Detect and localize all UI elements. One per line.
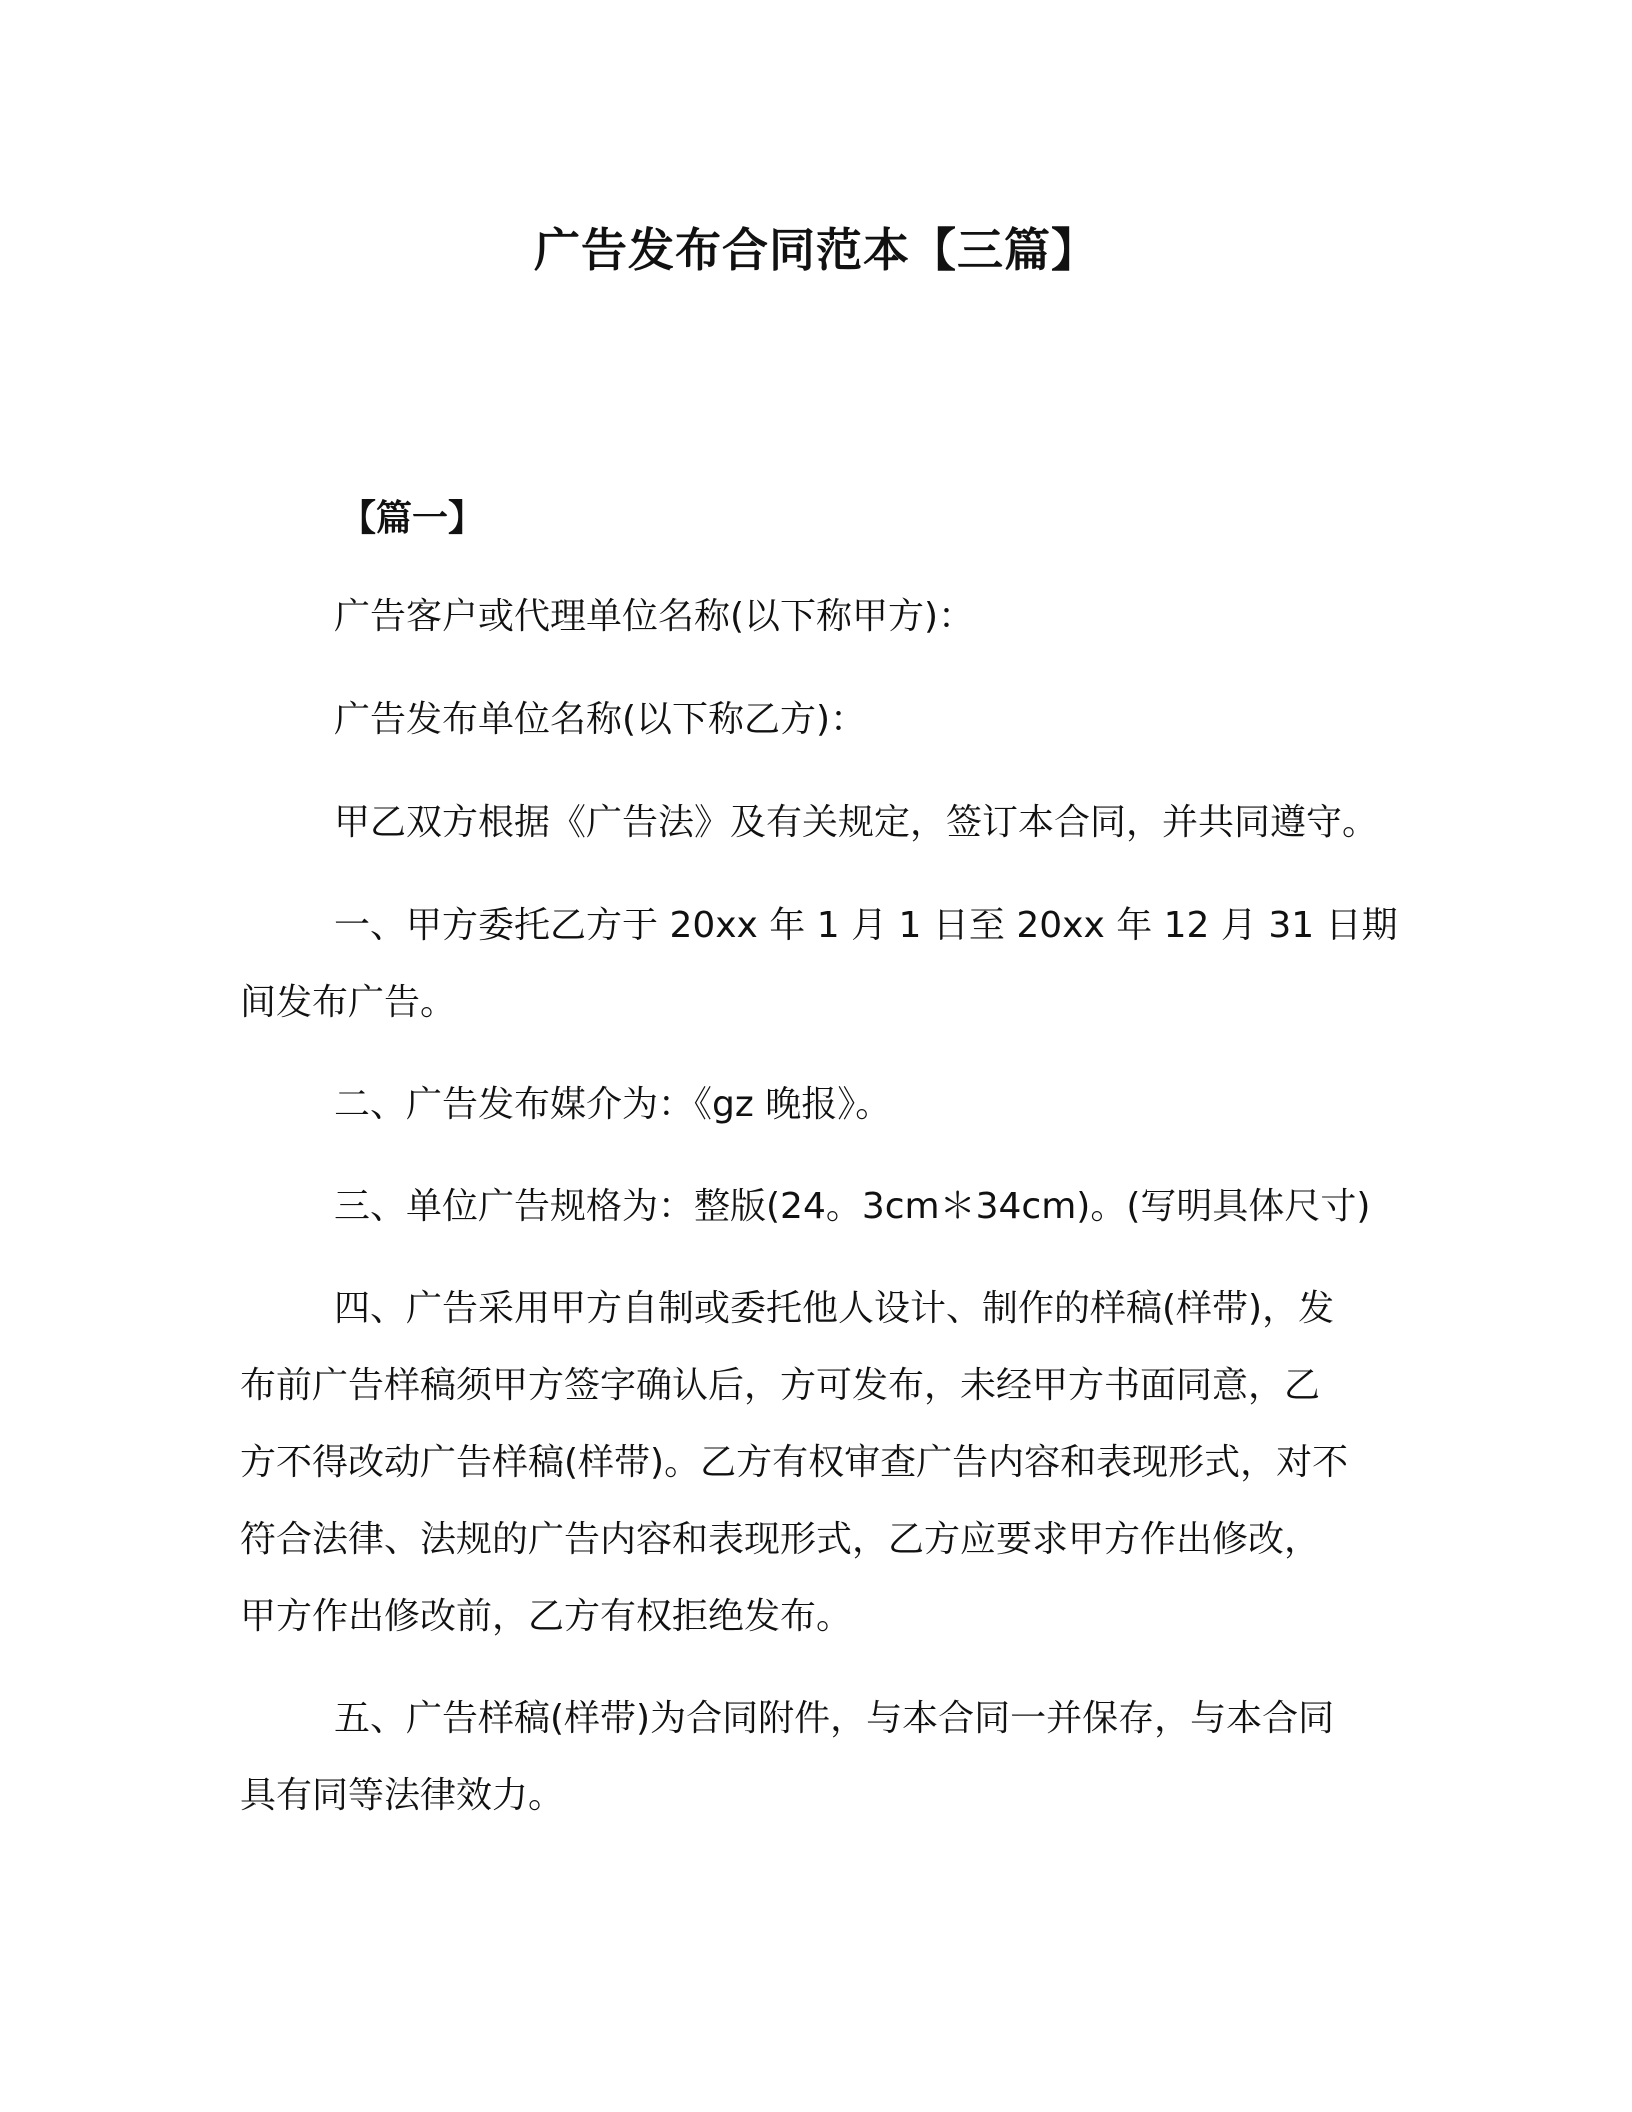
paragraph-clause-3 xyxy=(240,1168,1420,1245)
paragraph-line: 方不得改动广告样稿(样带)。乙方有权审查广告内容和表现形式，对不 xyxy=(240,1442,1349,1483)
paragraph-clause-5 xyxy=(240,1680,1420,1834)
paragraph-line: 广告发布单位名称(以下称乙方)： xyxy=(334,699,867,740)
paragraph-line: 甲乙双方根据《广告法》及有关规定，签订本合同，并共同遵守。 xyxy=(334,802,1379,843)
paragraph-line: 甲方作出修改前，乙方有权拒绝发布。 xyxy=(240,1596,853,1637)
paragraph-line: 符合法律、法规的广告内容和表现形式，乙方应要求甲方作出修改， xyxy=(240,1519,1321,1560)
paragraph-line: 二、广告发布媒介为：《gz 晚报》。 xyxy=(334,1084,892,1125)
paragraph-line: 间发布广告。 xyxy=(240,982,457,1023)
paragraph-line: 布前广告样稿须甲方签字确认后，方可发布，未经甲方书面同意，乙 xyxy=(240,1365,1321,1406)
paragraph-agreement xyxy=(240,784,1420,861)
paragraph-party-a xyxy=(240,578,1420,655)
paragraph-line: 四、广告采用甲方自制或委托他人设计、制作的样稿(样带)，发 xyxy=(334,1288,1335,1329)
paragraph-line: 广告客户或代理单位名称(以下称甲方)： xyxy=(334,596,975,637)
paragraph-clause-2 xyxy=(240,1066,1420,1143)
section-label: 【篇一】 xyxy=(340,498,485,539)
paragraph-clause-4 xyxy=(240,1270,1420,1655)
paragraph-line: 具有同等法律效力。 xyxy=(240,1775,565,1816)
paragraph-line: 五、广告样稿(样带)为合同附件，与本合同一并保存，与本合同 xyxy=(334,1698,1335,1739)
paragraph-party-b xyxy=(240,681,1420,758)
paragraph-line: 三、单位广告规格为：整版(24。3cm＊34cm)。(写明具体尺寸) xyxy=(334,1186,1371,1227)
document-title: 广告发布合同范本【三篇】 xyxy=(534,223,1098,277)
paragraph-clause-1 xyxy=(240,887,1420,1041)
paragraph-line: 一、甲方委托乙方于 20xx 年 1 月 1 日至 20xx 年 12 月 31 日期 xyxy=(334,905,1398,946)
